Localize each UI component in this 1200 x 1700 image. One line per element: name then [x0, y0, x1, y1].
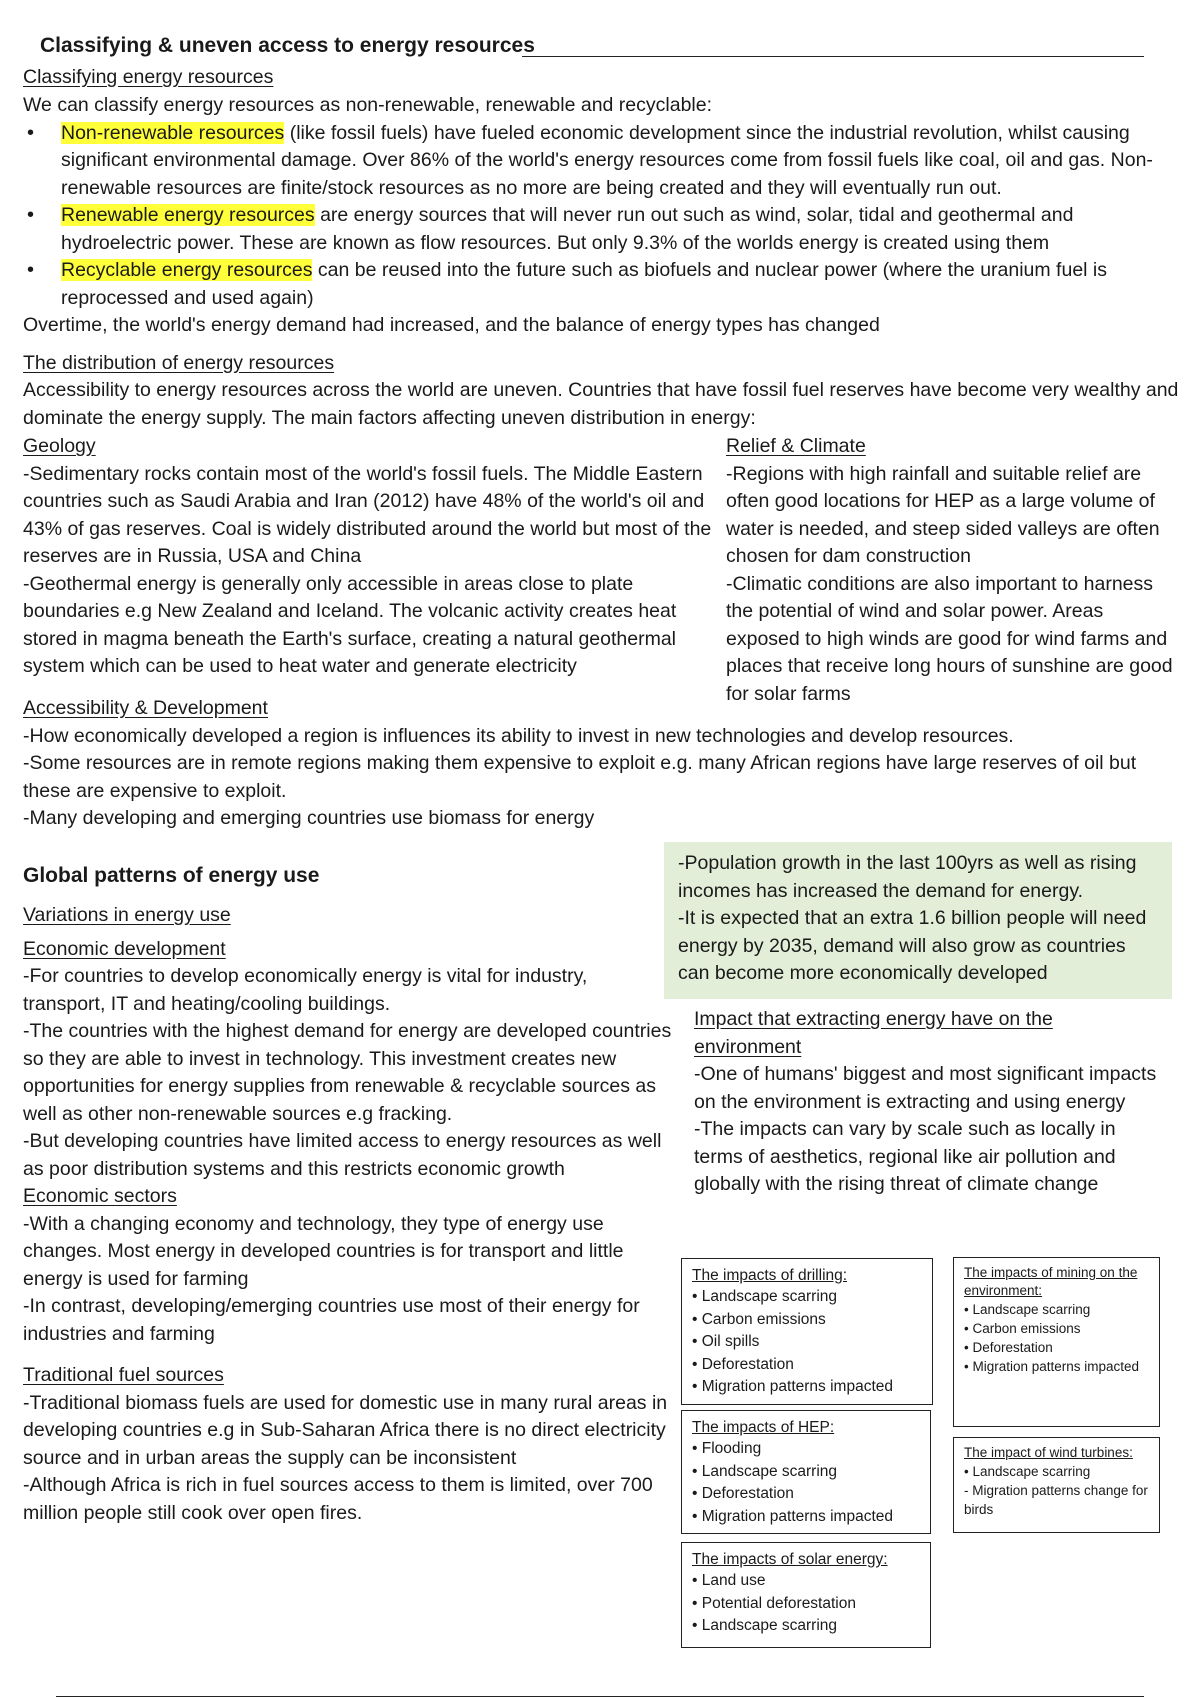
- access-section: [23, 695, 1183, 833]
- mining-heading: The impacts of mining on the environment:: [964, 1265, 1138, 1298]
- access-heading: Accessibility & Development: [23, 697, 268, 719]
- list-item: [23, 257, 1183, 312]
- list-item: • Deforestation: [964, 1338, 1149, 1357]
- list-item: • Oil spills: [692, 1331, 922, 1354]
- list-item: • Migration patterns impacted: [692, 1376, 922, 1399]
- list-item: • Migration patterns impacted: [692, 1506, 920, 1529]
- traditional-p2: -Although Africa is rich in fuel sources access to them is limited, over 700 million people still cook over open fires.: [23, 1474, 653, 1524]
- list-item: • Migration patterns impacted: [964, 1357, 1149, 1376]
- list-item: • Landscape scarring: [692, 1615, 920, 1638]
- solar-box: [681, 1542, 931, 1648]
- relief-heading: Relief & Climate: [726, 435, 866, 457]
- traditional-p1: -Traditional biomass fuels are used for domestic use in many rural areas in developing countries e.g in Sub-Saharan Africa there is no direct electricity source and in urban areas the supply can be inconsistent: [23, 1391, 668, 1469]
- highlight-term: Renewable energy resources: [61, 204, 315, 226]
- impact-section: [694, 1006, 1164, 1199]
- econ-sectors-heading: Economic sectors: [23, 1185, 177, 1207]
- relief-p1: -Regions with high rainfall and suitable relief are often good locations for HEP as a large volume of water is needed, and steep sided valleys are often chosen for dam construction: [726, 462, 1160, 567]
- variations-heading: Variations in energy use: [23, 904, 231, 926]
- geology-p2: -Geothermal energy is generally only accessible in areas close to plate boundaries e.g New Zealand and Iceland. The volcanic activity creates heat stored in magma beneath the Earth's surface, creating a natural geothermal system which can be used to heat water and generate electricity: [23, 572, 677, 677]
- title-rule: [522, 56, 1144, 57]
- list-item: • Landscape scarring: [692, 1461, 920, 1484]
- list-item: • Flooding: [692, 1438, 920, 1461]
- distribution-intro: Accessibility to energy resources across the world are uneven. Countries that have fossil fuel reserves have become very wealthy and dominate the energy supply. The main factors affecting uneven distribution in energy:: [23, 379, 1179, 429]
- global-left-column: [23, 902, 673, 1527]
- geology-column: [23, 433, 713, 681]
- bullet-text: can be reused into the future such as biofuels and nuclear power (where the uranium fuel is reprocessed and used again): [61, 259, 1108, 309]
- drilling-heading: The impacts of drilling:: [692, 1267, 848, 1284]
- list-item: [23, 202, 1183, 257]
- geology-p1: -Sedimentary rocks contain most of the world's fossil fuels. The Middle Eastern countries such as Saudi Arabia and Iran (2012) have 48% of the world's oil and 43% of gas reserves. Coal is widely distributed around the world but most of the reserves are in Russia, USA and China: [23, 462, 712, 567]
- access-p2: -Some resources are in remote regions making them expensive to exploit e.g. many African regions have large reserves of oil but these are expensive to exploit.: [23, 752, 1137, 802]
- econ-sectors-p2: -In contrast, developing/emerging countries use most of their energy for industries and farming: [23, 1295, 640, 1345]
- highlight-term: Recyclable energy resources: [61, 259, 313, 281]
- classifying-heading: Classifying energy resources: [23, 66, 274, 88]
- econ-dev-p3: -But developing countries have limited access to energy resources as well as poor distribution systems and this restricts economic growth: [23, 1130, 662, 1180]
- bullet-text: (like fossil fuels) have fueled economic development since the industrial revolution, whilst causing significant environmental damage. Over 86% of the world's energy resources come from fossil fuels like coal, oil and gas. Non-renewable resources are finite/stock resources as no more are being created and they will eventually run out.: [61, 121, 1153, 199]
- traditional-heading: Traditional fuel sources: [23, 1364, 224, 1386]
- list-item: • Landscape scarring: [964, 1462, 1149, 1481]
- access-p3: -Many developing and emerging countries use biomass for energy: [23, 807, 595, 829]
- relief-p2: -Climatic conditions are also important to harness the potential of wind and solar power. Areas exposed to high winds are good for wind farms and places that receive long hours of sunshine are good for solar farms: [726, 572, 1173, 705]
- list-item: [23, 120, 1183, 203]
- econ-dev-p2: -The countries with the highest demand for energy are developed countries so they are able to invest in technology. This investment creates new opportunities for energy supplies from renewable & recyclable sources as well as other non-renewable sources e.g fracking.: [23, 1020, 672, 1125]
- geology-heading: Geology: [23, 435, 96, 457]
- impact-p1: -One of humans' biggest and most significant impacts on the environment is extracting and using energy: [694, 1063, 1157, 1113]
- list-item: • Landscape scarring: [692, 1286, 922, 1309]
- econ-dev-p1: -For countries to develop economically energy is vital for industry, transport, IT and heating/cooling buildings.: [23, 965, 588, 1015]
- list-item: - Migration patterns change for birds: [964, 1481, 1149, 1519]
- econ-dev-heading: Economic development: [23, 937, 226, 960]
- list-item: • Potential deforestation: [692, 1593, 920, 1616]
- bottom-rule: [56, 1696, 1144, 1697]
- classifying-section: [23, 92, 1183, 340]
- list-item: • Deforestation: [692, 1483, 920, 1506]
- list-item: • Carbon emissions: [964, 1319, 1149, 1338]
- access-p1: -How economically developed a region is influences its ability to invest in new technologies and develop resources.: [23, 724, 1014, 747]
- list-item: • Carbon emissions: [692, 1309, 922, 1332]
- list-item: • Landscape scarring: [964, 1300, 1149, 1319]
- classifying-closing: Overtime, the world's energy demand had increased, and the balance of energy types has changed: [23, 314, 880, 336]
- solar-heading: The impacts of solar energy:: [692, 1551, 888, 1568]
- drilling-box: [681, 1258, 933, 1405]
- hep-box: [681, 1410, 931, 1534]
- green-p1: -Population growth in the last 100yrs as well as rising incomes has increased the demand for energy.: [678, 852, 1137, 902]
- list-item: • Deforestation: [692, 1354, 922, 1377]
- wind-box: [953, 1437, 1160, 1533]
- green-p2: -It is expected that an extra 1.6 billion people will need energy by 2035, demand will also grow as countries can become more economically developed: [678, 907, 1147, 984]
- highlight-term: Non-renewable resources: [61, 121, 285, 144]
- relief-column: [726, 433, 1176, 708]
- distribution-heading: The distribution of energy resources: [23, 352, 335, 374]
- hep-heading: The impacts of HEP:: [692, 1419, 835, 1436]
- mining-box: [953, 1257, 1160, 1427]
- list-item: • Land use: [692, 1570, 920, 1593]
- global-title: Global patterns of energy use: [23, 864, 320, 887]
- econ-sectors-p1: -With a changing economy and technology, they type of energy use changes. Most energy in developed countries is for transport and little energy is used for farming: [23, 1212, 624, 1290]
- population-note-box: [664, 842, 1172, 999]
- wind-heading: The impact of wind turbines:: [964, 1445, 1133, 1460]
- classifying-intro: We can classify energy resources as non-renewable, renewable and recyclable:: [23, 94, 713, 116]
- page-title: Classifying & uneven access to energy resources: [40, 34, 535, 57]
- bullet-text: are energy sources that will never run out such as wind, solar, tidal and geothermal and hydroelectric power. These are known as flow resources. But only 9.3% of the worlds energy is created using them: [61, 204, 1074, 254]
- impact-heading: Impact that extracting energy have on the environment: [694, 1008, 1053, 1058]
- impact-p2: -The impacts can vary by scale such as locally in terms of aesthetics, regional like air pollution and globally with the rising threat of climate change: [694, 1118, 1116, 1195]
